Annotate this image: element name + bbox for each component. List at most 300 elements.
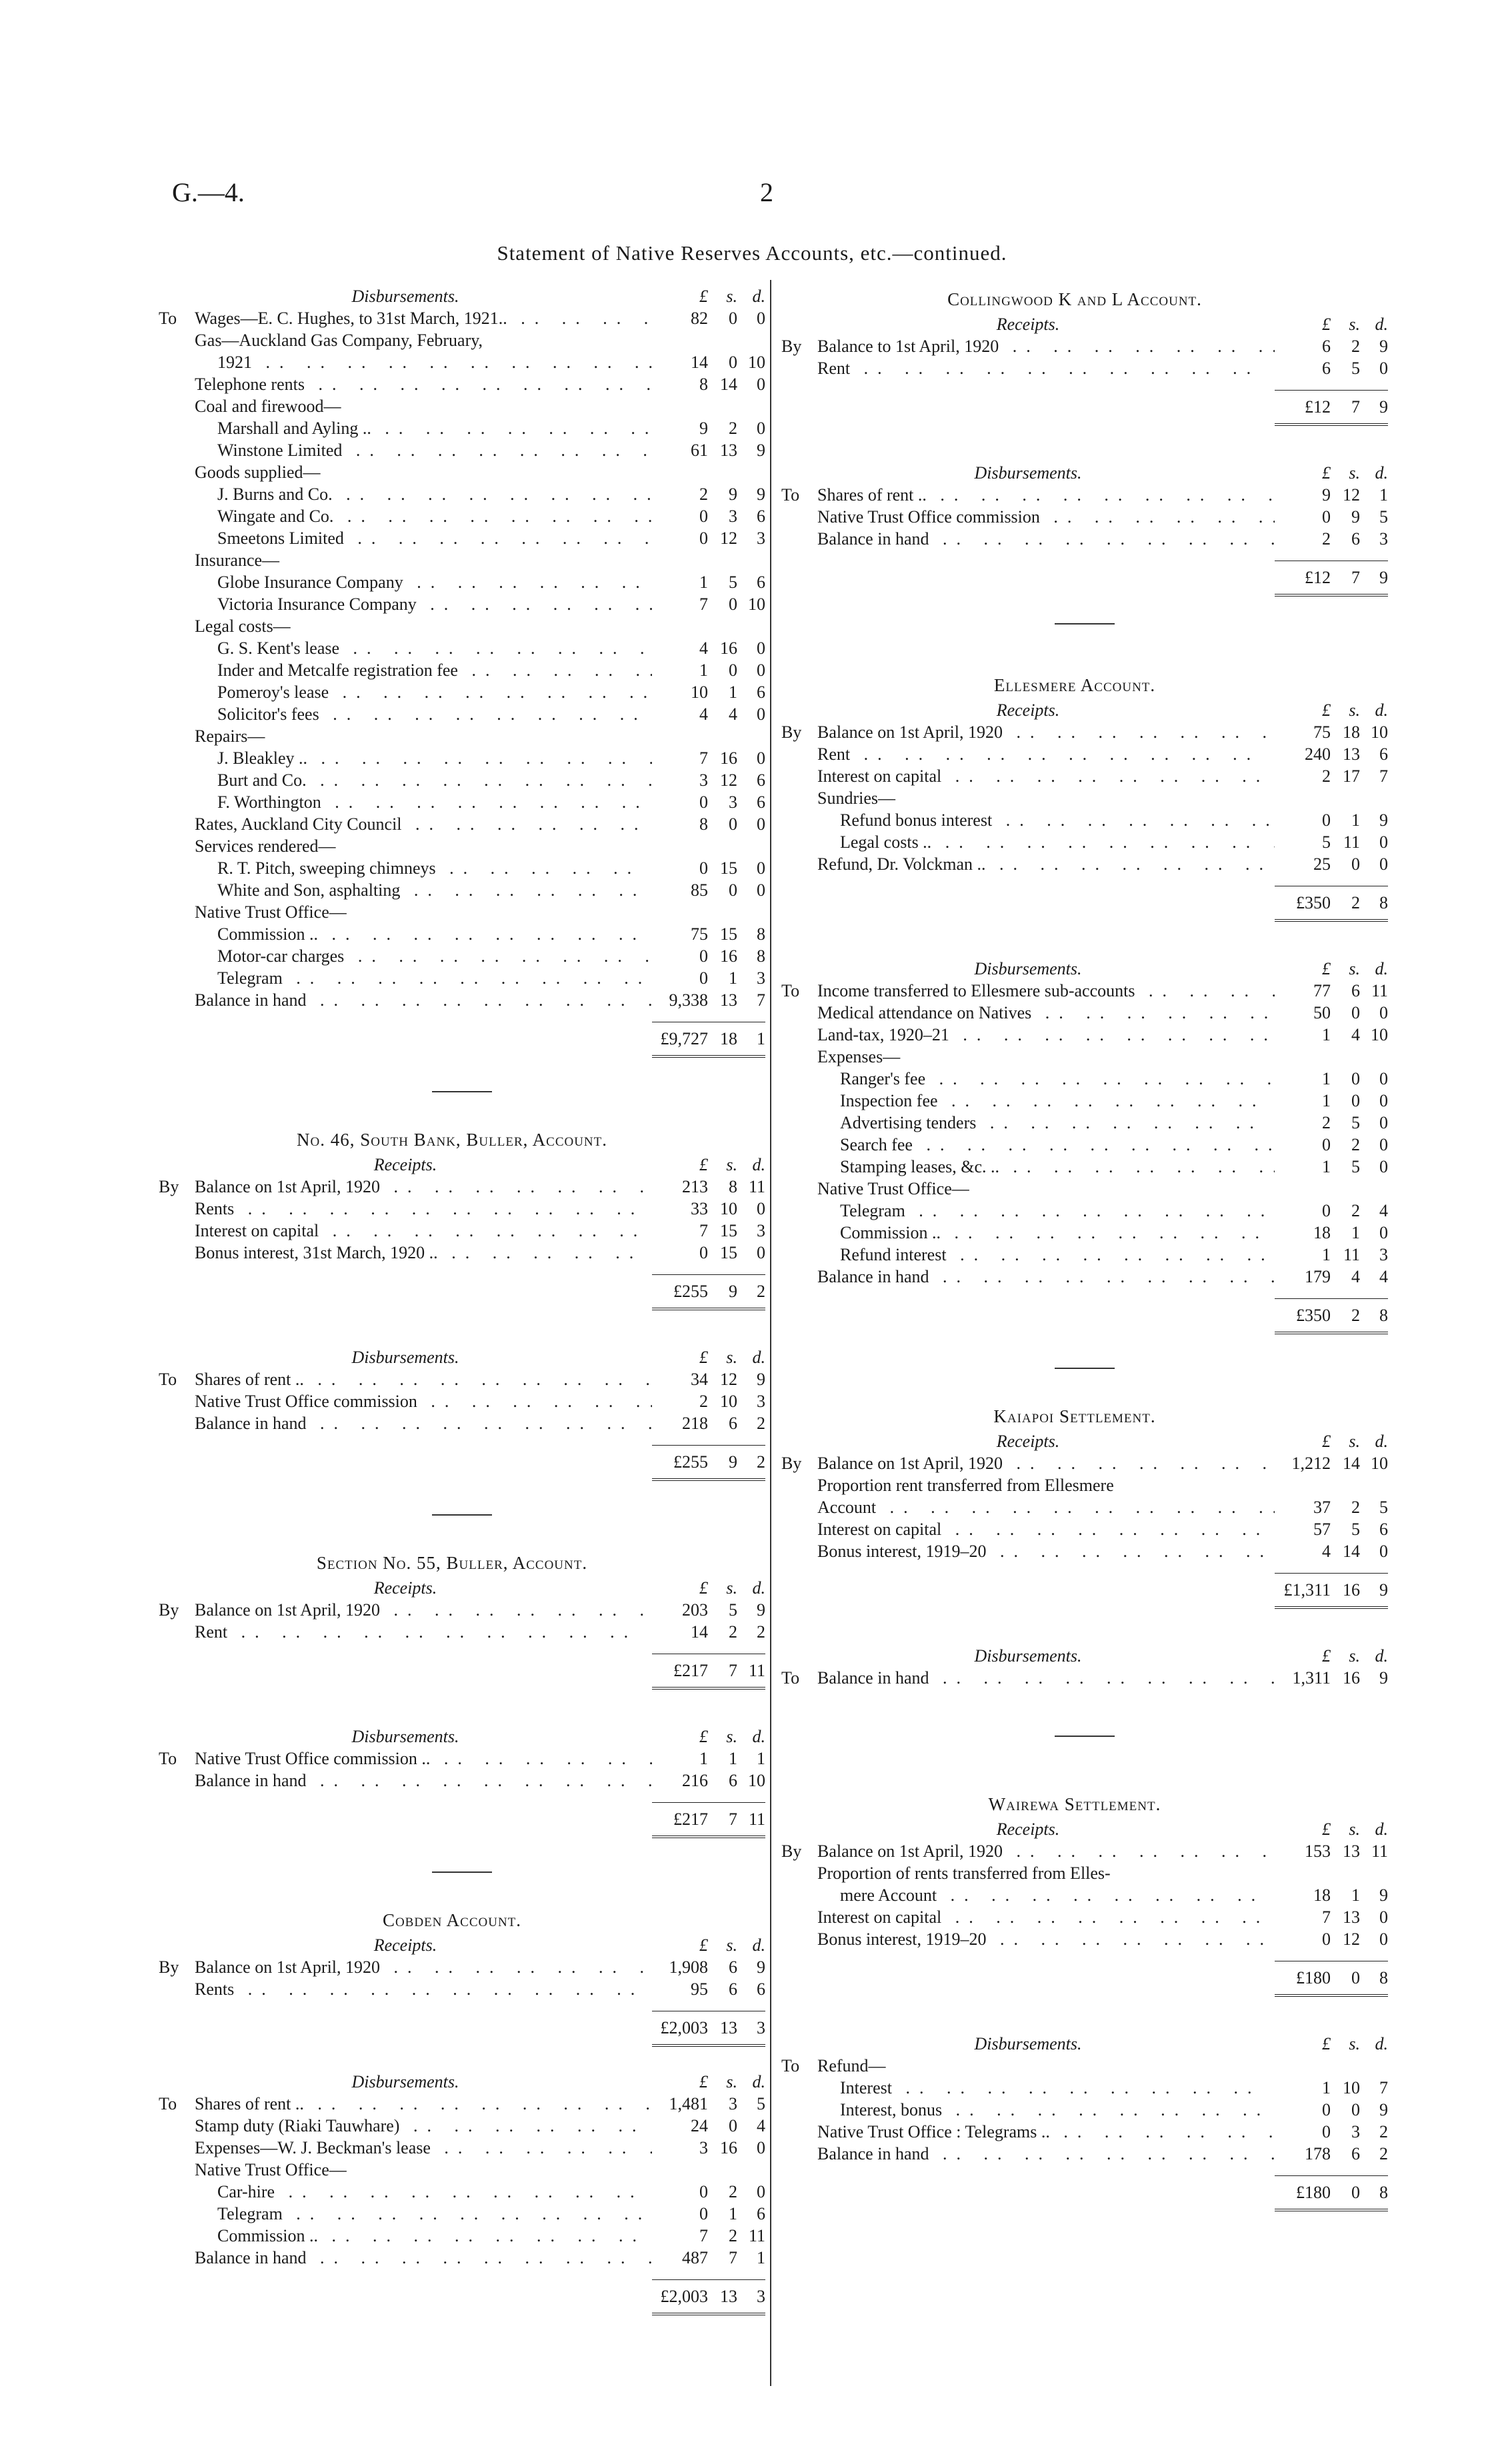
amount-shillings: 2 xyxy=(729,1622,737,1642)
amount-shillings: 0 xyxy=(729,2116,737,2135)
amount-pence: 0 xyxy=(1379,1091,1388,1110)
amount-shillings: 12 xyxy=(1343,485,1360,505)
ledger-row xyxy=(781,787,1388,809)
amount-pence: 0 xyxy=(757,748,765,768)
disbursements-list xyxy=(159,2093,765,2269)
amount-pounds: 0 xyxy=(699,2204,708,2223)
amount xyxy=(652,593,765,615)
amount-shillings: 6 xyxy=(729,1979,737,1999)
receipts-list xyxy=(781,721,1388,875)
ledger-row xyxy=(159,967,765,989)
ledger-row xyxy=(159,2115,765,2137)
ledger-row xyxy=(159,769,765,791)
amount xyxy=(652,1274,765,1310)
row-description: mere Account .. .. xyxy=(817,1884,1275,1906)
amount-pence: 2 xyxy=(757,1622,765,1642)
row-description: Marshall and Ayling .. .. .. xyxy=(195,417,652,439)
amount-pounds: 1 xyxy=(1322,1069,1331,1088)
section-separator xyxy=(432,1871,492,1873)
ledger-row xyxy=(159,1770,765,1792)
amount xyxy=(652,637,765,659)
row-description: Globe Insurance Company .. .. xyxy=(195,571,652,593)
receipts-total xyxy=(159,1274,765,1310)
amount-pounds: 0 xyxy=(1322,2100,1331,2119)
row-description: Shares of rent .. .. .. xyxy=(817,484,1275,506)
row-description: Wingate and Co. .. .. xyxy=(195,505,652,527)
row-prefix: To xyxy=(781,1668,800,1688)
amount-pence: 0 xyxy=(1379,1223,1388,1242)
amount-pence: 11 xyxy=(748,1810,765,1829)
row-description: Pomeroy's lease .. .. xyxy=(195,681,652,703)
row-description: Expenses—W. J. Beckman's lease .. .. xyxy=(195,2137,652,2159)
ledger-row xyxy=(781,1474,1388,1496)
amount-pounds: 2 xyxy=(1322,766,1331,786)
row-description: Commission .. .. .. xyxy=(195,923,652,945)
ledger-row xyxy=(781,528,1388,550)
row-description: Insurance— xyxy=(195,551,280,570)
amount xyxy=(652,879,765,901)
ledger-row xyxy=(781,743,1388,765)
amount-shillings: 18 xyxy=(1343,722,1360,742)
amount-shillings: 4 xyxy=(729,704,737,724)
disbursements-heading: Disbursements. £ s. d. xyxy=(974,463,1388,483)
row-description: Proportion rent transferred from Ellesmere xyxy=(817,1476,1114,1495)
amount-shillings: 1 xyxy=(729,968,737,988)
amount-pence: 10 xyxy=(1371,1025,1388,1044)
ledger-row xyxy=(159,857,765,879)
amount xyxy=(652,571,765,593)
amount-shillings: 9 xyxy=(729,1452,737,1472)
amount xyxy=(652,351,765,373)
amount-pence: 4 xyxy=(1379,1267,1388,1286)
amount-shillings: 7 xyxy=(1351,568,1360,587)
ledger-row xyxy=(159,615,765,637)
amount xyxy=(652,1802,765,1838)
row-description: Telegram .. .. xyxy=(195,967,652,989)
row-description: Motor-car charges .. .. xyxy=(195,945,652,967)
section-title-section-55: Section No. 55, Buller, Account. xyxy=(316,1553,588,1573)
amount-shillings: 2 xyxy=(729,2226,737,2245)
amount-pounds: 1 xyxy=(1322,1157,1331,1176)
ledger-row xyxy=(781,1518,1388,1540)
amount xyxy=(1275,1884,1388,1906)
row-description: Burt and Co. .. .. xyxy=(195,769,652,791)
ledger-row xyxy=(781,1156,1388,1178)
amount-pence: 11 xyxy=(748,2226,765,2245)
row-description: Native Trust Office— xyxy=(195,2160,347,2179)
amount-pence: 0 xyxy=(1379,359,1388,378)
amount-pounds: 75 xyxy=(1313,722,1331,742)
amount-pounds: 9,338 xyxy=(669,990,708,1010)
amount-pounds: 2 xyxy=(1322,1113,1331,1132)
amount-shillings: 9 xyxy=(729,1282,737,1301)
row-description: Shares of rent .. .. .. xyxy=(195,2093,652,2115)
receipts-total xyxy=(159,2011,765,2047)
ledger-row xyxy=(781,1046,1388,1068)
row-description: Balance in hand .. .. xyxy=(817,528,1275,550)
row-description: Solicitor's fees .. .. xyxy=(195,703,652,725)
amount-pounds: 9 xyxy=(1322,485,1331,505)
amount-pounds: 82 xyxy=(691,309,708,328)
ledger-row xyxy=(781,2121,1388,2143)
amount xyxy=(652,505,765,527)
row-description: Refund interest .. .. xyxy=(817,1244,1275,1266)
receipts-list xyxy=(781,1452,1388,1562)
amount-pence: 6 xyxy=(1379,1520,1388,1539)
disbursements-list xyxy=(159,1748,765,1792)
amount-shillings: 14 xyxy=(1343,1454,1360,1473)
row-description: Balance on 1st April, 1920 .. .. xyxy=(817,1452,1275,1474)
amount xyxy=(1275,809,1388,831)
disbursements-heading: Disbursements. £ s. d. xyxy=(351,287,765,306)
ledger-row xyxy=(159,1220,765,1242)
amount xyxy=(1275,886,1388,922)
row-description: Legal costs— xyxy=(195,616,291,636)
amount xyxy=(652,747,765,769)
amount-pence: 0 xyxy=(1379,1113,1388,1132)
amount-shillings: 0 xyxy=(1351,1003,1360,1022)
amount-pence: 9 xyxy=(1379,337,1388,356)
disbursements-total xyxy=(781,2175,1388,2211)
amount-shillings: 7 xyxy=(729,1810,737,1829)
amount-pence: 5 xyxy=(757,2094,765,2113)
amount xyxy=(652,1748,765,1770)
amount-shillings: 13 xyxy=(1343,1907,1360,1927)
amount-pence: 1 xyxy=(1379,485,1388,505)
row-prefix: To xyxy=(781,981,800,1000)
amount-pounds: 1 xyxy=(1322,2078,1331,2097)
amount xyxy=(1275,1266,1388,1288)
row-description: Account .. .. xyxy=(817,1496,1275,1518)
amount-shillings: 0 xyxy=(729,353,737,372)
amount-pounds: 240 xyxy=(1305,744,1331,764)
row-description: Balance on 1st April, 1920 .. .. xyxy=(195,1599,652,1621)
amount-pence: 6 xyxy=(757,1979,765,1999)
amount-pence: 0 xyxy=(757,419,765,438)
row-description: 1921 .. .. xyxy=(195,351,652,373)
amount xyxy=(1275,1222,1388,1244)
amount-pounds: 0 xyxy=(1322,1929,1331,1949)
amount-pence: 9 xyxy=(1379,810,1388,830)
row-description: Balance to 1st April, 1920 .. .. xyxy=(817,335,1275,357)
amount-pence: 6 xyxy=(757,573,765,592)
amount xyxy=(1275,1540,1388,1562)
row-prefix: By xyxy=(781,722,802,742)
amount-shillings: 12 xyxy=(720,1370,737,1389)
amount-shillings: 2 xyxy=(1351,1201,1360,1220)
ledger-row xyxy=(781,1452,1388,1474)
row-description: Bonus interest, 1919–20 .. .. xyxy=(817,1928,1275,1950)
amount-pence: 9 xyxy=(757,1957,765,1977)
ledger-row xyxy=(781,1134,1388,1156)
disbursements-total xyxy=(781,561,1388,597)
amount-pounds: 0 xyxy=(699,968,708,988)
amount-pounds: 0 xyxy=(1322,810,1331,830)
amount-shillings: 0 xyxy=(729,309,737,328)
row-prefix: By xyxy=(781,1454,802,1473)
row-description: Commission .. .. .. xyxy=(817,1222,1275,1244)
disbursements-list xyxy=(781,1667,1388,1689)
amount-pence: 11 xyxy=(748,1177,765,1196)
ledger-row xyxy=(781,1178,1388,1200)
row-description: Balance on 1st April, 1920 .. .. xyxy=(195,1176,652,1198)
row-description: Refund bonus interest .. .. xyxy=(817,809,1275,831)
amount-pence: 0 xyxy=(757,1243,765,1262)
row-description: Rents .. .. xyxy=(195,1978,652,2000)
amount-pence: 6 xyxy=(757,2204,765,2223)
amount-pence: 3 xyxy=(757,529,765,548)
row-description: Sundries— xyxy=(817,788,895,808)
amount xyxy=(652,813,765,835)
amount-pounds: 1,212 xyxy=(1291,1454,1331,1473)
amount-pounds: 4 xyxy=(699,704,708,724)
row-description: Refund, Dr. Volckman .. .. .. xyxy=(817,853,1275,875)
section-title-ellesmere: Ellesmere Account. xyxy=(993,675,1156,695)
amount-pounds: 4 xyxy=(1322,1542,1331,1561)
amount-shillings: 16 xyxy=(1343,1580,1360,1600)
row-description: Coal and firewood— xyxy=(195,397,341,416)
amount-shillings: 0 xyxy=(1351,1968,1360,1987)
first-disbursement-list xyxy=(159,307,765,1011)
amount-shillings: 9 xyxy=(1351,507,1360,527)
amount xyxy=(652,2279,765,2315)
row-prefix: To xyxy=(159,309,177,328)
amount-pence: 3 xyxy=(757,2018,765,2037)
row-description: F. Worthington .. .. xyxy=(195,791,652,813)
amount-pence: 2 xyxy=(757,1414,765,1433)
amount-pence: 0 xyxy=(757,309,765,328)
ledger-row xyxy=(159,1390,765,1412)
amount-pence: 3 xyxy=(757,2287,765,2306)
amount-pounds: 0 xyxy=(1322,2122,1331,2141)
receipts-heading: Receipts. £ s. d. xyxy=(373,1935,765,1955)
amount xyxy=(652,923,765,945)
amount-pence: 10 xyxy=(748,353,765,372)
ledger-row xyxy=(159,2247,765,2269)
ledger-row xyxy=(159,527,765,549)
amount-pence: 1 xyxy=(757,1029,765,1048)
amount-pence: 8 xyxy=(757,924,765,944)
receipts-list xyxy=(159,1599,765,1643)
amount-shillings: 16 xyxy=(720,748,737,768)
amount-shillings: 0 xyxy=(729,814,737,834)
amount xyxy=(652,1654,765,1690)
amount-pounds: 7 xyxy=(699,2226,708,2245)
amount-shillings: 12 xyxy=(720,770,737,790)
amount-shillings: 18 xyxy=(720,1029,737,1048)
ledger-row xyxy=(781,1884,1388,1906)
amount-shillings: 5 xyxy=(1351,1520,1360,1539)
amount xyxy=(1275,853,1388,875)
amount-pence: 7 xyxy=(757,990,765,1010)
row-description: Interest, bonus .. .. xyxy=(817,2099,1275,2121)
amount-pounds: 5 xyxy=(1322,832,1331,852)
amount-pence: 8 xyxy=(1379,1968,1388,1987)
amount-pounds: 179 xyxy=(1305,1267,1331,1286)
ledger-row xyxy=(159,1956,765,1978)
amount-pence: 3 xyxy=(757,968,765,988)
amount-shillings: 0 xyxy=(1351,854,1360,874)
ledger-row xyxy=(159,879,765,901)
ledger-row xyxy=(781,484,1388,506)
amount-pounds: £350 xyxy=(1296,893,1331,912)
section-separator xyxy=(1055,1736,1115,1737)
amount-shillings: 2 xyxy=(1351,1498,1360,1517)
amount xyxy=(652,945,765,967)
amount xyxy=(652,703,765,725)
amount xyxy=(652,527,765,549)
row-description: Rent .. .. xyxy=(817,357,1275,379)
receipts-total xyxy=(781,1961,1388,1997)
row-description: Native Trust Office commission .. .. .. xyxy=(195,1748,652,1770)
amount-pounds: 0 xyxy=(1322,507,1331,527)
ledger-row xyxy=(781,1496,1388,1518)
amount xyxy=(1275,2099,1388,2121)
amount-pounds: £217 xyxy=(673,1661,708,1680)
amount-pence: 9 xyxy=(757,1370,765,1389)
row-description: Smeetons Limited .. .. xyxy=(195,527,652,549)
amount-pence: 0 xyxy=(1379,1135,1388,1154)
amount-pence: 9 xyxy=(1379,397,1388,417)
ledger-row xyxy=(159,593,765,615)
amount-shillings: 17 xyxy=(1343,766,1360,786)
amount-pence: 0 xyxy=(757,704,765,724)
amount-shillings: 1 xyxy=(1351,810,1360,830)
amount-pounds: £1,311 xyxy=(1283,1580,1331,1600)
amount xyxy=(652,681,765,703)
disbursements-total xyxy=(159,2279,765,2315)
amount-pence: 1 xyxy=(757,1749,765,1768)
amount-pounds: 3 xyxy=(699,770,708,790)
amount-pounds: £350 xyxy=(1296,1306,1331,1325)
row-description: Rent .. .. xyxy=(195,1621,652,1643)
row-description: Balance in hand .. .. xyxy=(195,2247,652,2269)
ledger-row xyxy=(159,637,765,659)
row-description: Medical attendance on Natives .. .. xyxy=(817,1002,1275,1024)
row-description: Stamping leases, &c. .. .. .. xyxy=(817,1156,1275,1178)
amount-pence: 8 xyxy=(1379,2183,1388,2202)
amount-pence: 0 xyxy=(1379,854,1388,874)
amount-shillings: 16 xyxy=(720,638,737,658)
row-description: White and Son, asphalting .. .. xyxy=(195,879,652,901)
amount-shillings: 6 xyxy=(729,1957,737,1977)
row-description: Interest .. .. xyxy=(817,2077,1275,2099)
amount xyxy=(1275,2121,1388,2143)
disbursements-heading: Disbursements. £ s. d. xyxy=(351,1727,765,1746)
ledger-row xyxy=(159,351,765,373)
row-description: Search fee .. .. xyxy=(817,1134,1275,1156)
amount-pence: 9 xyxy=(757,485,765,504)
amount-shillings: 1 xyxy=(729,682,737,702)
amount-pence: 4 xyxy=(757,2116,765,2135)
row-description: Native Trust Office— xyxy=(817,1179,969,1198)
amount-pence: 0 xyxy=(757,660,765,680)
amount-pence: 9 xyxy=(1379,1885,1388,1905)
disbursements-heading: Disbursements. £ s. d. xyxy=(974,1646,1388,1666)
ledger-row xyxy=(781,1112,1388,1134)
amount-pounds: £2,003 xyxy=(660,2287,708,2306)
amount xyxy=(652,2247,765,2269)
amount-pence: 0 xyxy=(1379,832,1388,852)
amount xyxy=(652,791,765,813)
amount-shillings: 13 xyxy=(720,2018,737,2037)
ledger-row xyxy=(781,2077,1388,2099)
row-description: Gas—Auckland Gas Company, February, xyxy=(195,331,483,350)
amount-pounds: 178 xyxy=(1305,2144,1331,2163)
amount-pounds: 57 xyxy=(1313,1520,1331,1539)
amount xyxy=(652,967,765,989)
first-disbursement-total xyxy=(159,1022,765,1058)
amount-pounds: £12 xyxy=(1305,397,1331,417)
amount-shillings: 5 xyxy=(729,1600,737,1620)
row-description: Shares of rent .. .. .. xyxy=(195,1368,652,1390)
amount xyxy=(652,1770,765,1792)
amount xyxy=(1275,1244,1388,1266)
amount xyxy=(1275,1573,1388,1609)
ledger-row xyxy=(159,835,765,857)
receipts-total xyxy=(781,1573,1388,1609)
amount-shillings: 11 xyxy=(1343,1245,1360,1264)
section-separator xyxy=(432,1091,492,1092)
amount-shillings: 2 xyxy=(1351,1135,1360,1154)
row-prefix: By xyxy=(159,1957,179,1977)
amount-pounds: 0 xyxy=(699,529,708,548)
amount-shillings: 0 xyxy=(729,880,737,900)
amount-pounds: 2 xyxy=(699,485,708,504)
amount-shillings: 2 xyxy=(729,419,737,438)
receipts-total xyxy=(781,886,1388,922)
row-description: Telegram .. .. xyxy=(817,1200,1275,1222)
amount-pence: 3 xyxy=(1379,529,1388,549)
amount xyxy=(652,2203,765,2225)
row-description: R. T. Pitch, sweeping chimneys .. .. xyxy=(195,857,652,879)
amount xyxy=(1275,561,1388,597)
ledger-row xyxy=(159,923,765,945)
amount xyxy=(1275,1134,1388,1156)
amount-pence: 9 xyxy=(1379,2100,1388,2119)
amount-pounds: 33 xyxy=(691,1199,708,1218)
amount xyxy=(652,2011,765,2047)
amount-pence: 0 xyxy=(757,1199,765,1218)
amount-pounds: 487 xyxy=(682,2248,708,2267)
disbursements-heading: Disbursements. £ s. d. xyxy=(974,959,1388,978)
amount-pounds: £9,727 xyxy=(660,1029,708,1048)
amount-shillings: 6 xyxy=(729,1414,737,1433)
amount-shillings: 3 xyxy=(729,507,737,526)
amount-pounds: 0 xyxy=(699,858,708,878)
amount-pounds: 0 xyxy=(1322,1135,1331,1154)
amount xyxy=(1275,1112,1388,1134)
amount xyxy=(652,769,765,791)
ledger-row xyxy=(159,945,765,967)
amount-pounds: 1 xyxy=(1322,1025,1331,1044)
section-separator xyxy=(1055,623,1115,624)
amount-shillings: 13 xyxy=(720,2287,737,2306)
amount-shillings: 0 xyxy=(729,660,737,680)
disbursements-total xyxy=(159,1445,765,1481)
amount-shillings: 9 xyxy=(729,485,737,504)
amount-shillings: 7 xyxy=(729,1661,737,1680)
ledger-row xyxy=(781,831,1388,853)
ledger-row xyxy=(159,2181,765,2203)
row-description: Bonus interest, 1919–20 .. .. xyxy=(817,1540,1275,1562)
ledger-row xyxy=(781,1002,1388,1024)
amount xyxy=(652,2115,765,2137)
ledger-row xyxy=(781,980,1388,1002)
ledger-row xyxy=(781,506,1388,528)
amount xyxy=(652,1198,765,1220)
amount xyxy=(652,1621,765,1643)
